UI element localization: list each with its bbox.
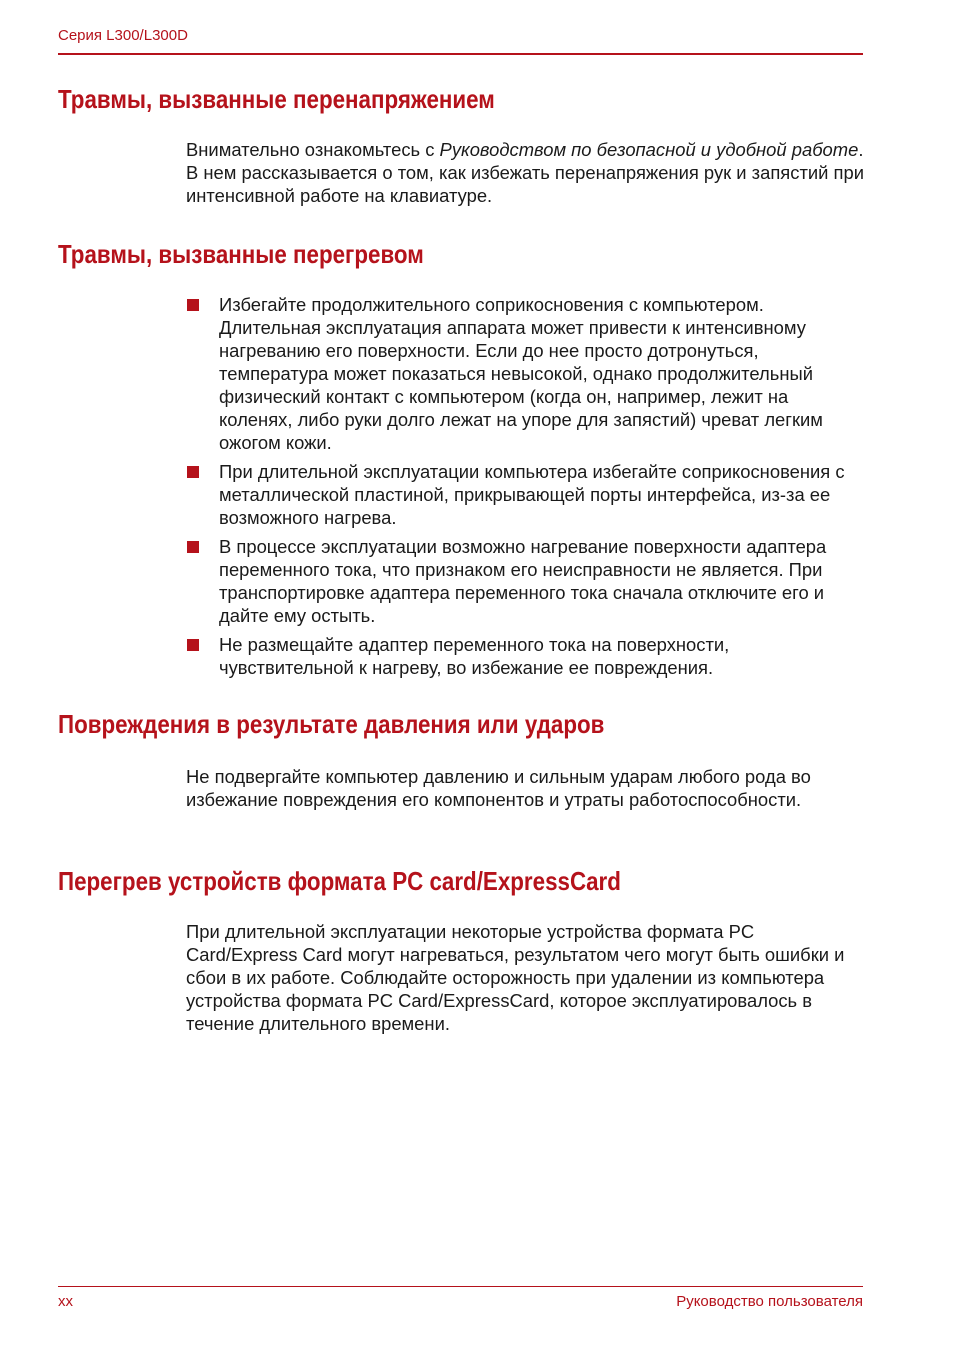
bullet-square-icon [187,541,199,553]
heat-bullet-list [186,293,866,685]
section-title-heat: Травмы, вызванные перегревом [58,239,424,269]
section-paragraph-pc-card: При длительной эксплуатации некоторые устройства формата PC Card/Express Card могут нагреваться, результатом чего могут быть ошибки и сбои в их работе. Соблюдайте осторожность при удалении из компьютера устройства формата PC Card/ExpressCard, которое эксплуатировалось в течение длительного времени. [186,921,845,1034]
list-item [186,293,866,454]
running-footer-title: Руководство пользователя [676,1293,863,1310]
section-title-strain: Травмы, вызванные перенапряжением [58,84,495,114]
paragraph-text-start: Внимательно ознакомьтесь с [186,139,440,160]
header-divider [58,53,863,55]
section-paragraph-strain [186,138,866,207]
section-title-pressure: Повреждения в результате давления или ударов [58,709,605,739]
paragraph-text-end: . В нем рассказывается о том, как избежать перенапряжения рук и запястий при интенсивной работе на клавиатуре. [186,139,864,206]
list-item-text: При длительной эксплуатации компьютера избегайте соприкосновения с металлической пластиной, прикрывающей порты интерфейса, из-за ее возможного нагрева. [219,461,845,528]
footer-divider [58,1286,863,1287]
guide-reference: Руководством по безопасной и удобной работе [439,139,859,160]
list-item-text: Избегайте продолжительного соприкосновения с компьютером. Длительная эксплуатация аппарата может привести к интенсивному нагреванию его поверхности. Если до нее просто дотронуться, температура может показаться невысокой, однако продолжительный физический контакт с компьютером (когда он, например, лежит на коленях, либо руки долго лежат на упоре для запястий) чреват легким ожогом кожи. [219,294,823,453]
page-number: xx [58,1293,73,1310]
section-title-pc-card: Перегрев устройств формата PC card/ExpressCard [58,866,621,896]
section-paragraph-pressure: Не подвергайте компьютер давлению и сильным ударам любого рода во избежание повреждения его компонентов и утраты работоспособности. [186,766,811,810]
list-item-text: В процессе эксплуатации возможно нагревание поверхности адаптера переменного тока, что признаком его неисправности не является. При транспортировке адаптера переменного тока сначала отключите его и дайте ему остыть. [219,536,827,626]
bullet-square-icon [187,299,199,311]
bullet-square-icon [187,466,199,478]
list-item [186,535,866,627]
list-item [186,633,866,679]
running-header: Серия L300/L300D [58,27,188,44]
list-item [186,460,866,529]
list-item-text: Не размещайте адаптер переменного тока на поверхности, чувствительной к нагреву, во избежание ее повреждения. [219,634,730,678]
bullet-square-icon [187,639,199,651]
